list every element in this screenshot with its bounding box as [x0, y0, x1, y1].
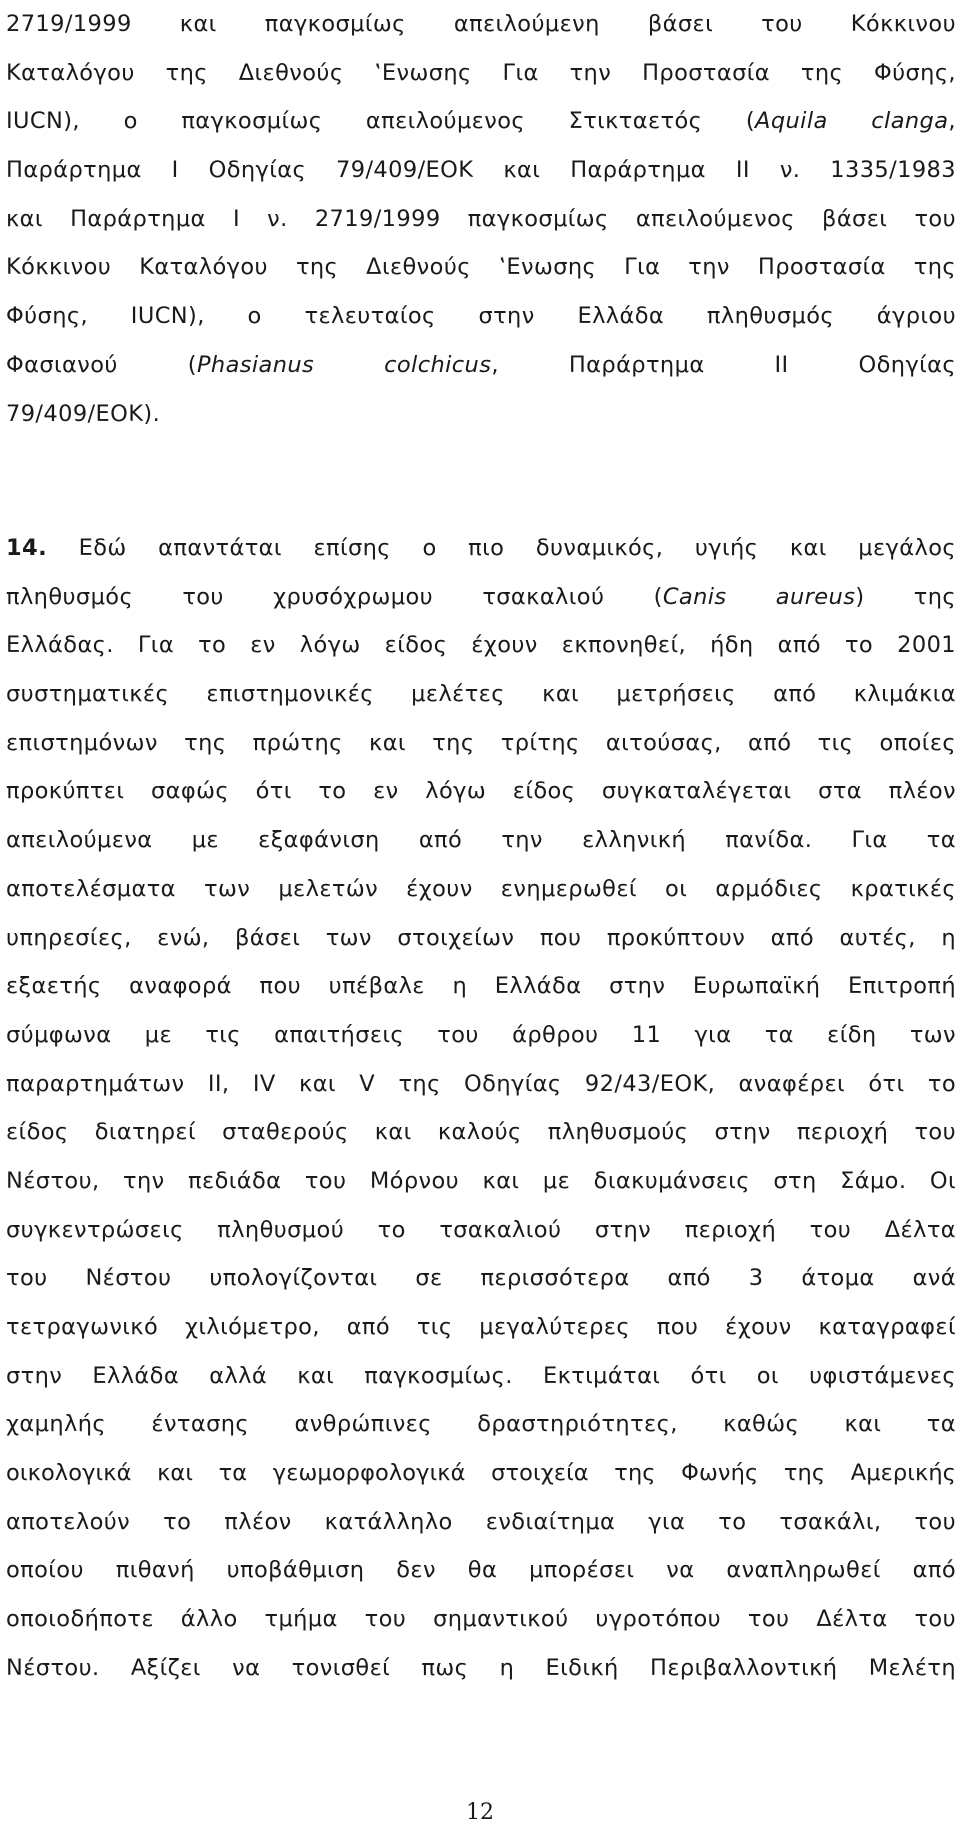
line-text: του Νέστου υπολογίζονται σε περισσότερα από 3 άτομα ανά [6, 1265, 956, 1292]
line-text: είδος διατηρεί σταθερούς και καλούς πληθυσμούς στην περιοχή του [6, 1119, 956, 1146]
text-line [6, 573, 956, 622]
line-text: 2719/1999 και παγκοσμίως απειλούμενη βάσει του Κόκκινου [6, 11, 956, 37]
text-line [6, 524, 956, 573]
page-number: 12 [466, 1800, 494, 1825]
line-text: σύμφωνα με τις απαιτήσεις του άρθρου 11 για τα είδη των [6, 1021, 956, 1048]
line-text: οικολογικά και τα γεωμορφολογικά στοιχεία της Φωνής της Αμερικής [6, 1460, 956, 1487]
text-line [6, 1157, 956, 1206]
text-line [6, 1303, 956, 1352]
line-text: IUCN), ο παγκοσμίως απειλούμενος Στικταετός ( [6, 108, 756, 135]
paragraph-14 [6, 524, 956, 1693]
text-line [6, 146, 956, 195]
text-line [6, 390, 956, 439]
text-line [6, 914, 956, 963]
line-text: Κόκκινου Καταλόγου της Διεθνούς ‛Ενωσης Για την Προστασία της [6, 254, 956, 281]
text-line [6, 195, 956, 244]
line-text: απειλούμενα με εξαφάνιση από την ελληνική πανίδα. Για τα [6, 827, 956, 854]
text-line [6, 1449, 956, 1498]
text-line [6, 292, 956, 341]
text-line [6, 1352, 956, 1401]
text-line [6, 243, 956, 292]
line-text: πληθυσμός του χρυσόχρωμου τσακαλιού ( [6, 583, 663, 610]
line-text: στην Ελλάδα αλλά και παγκοσμίως. Εκτιμάται ότι οι υφιστάμενες [6, 1362, 956, 1389]
line-text: , Παράρτημα II Οδηγίας [491, 351, 957, 378]
line-text: οποιοδήποτε άλλο τμήμα του σημαντικού υγροτόπου του Δέλτα του [6, 1606, 956, 1633]
text-line [6, 1254, 956, 1303]
text-line [6, 719, 956, 768]
text-line [6, 865, 956, 914]
text-line [6, 1060, 956, 1109]
line-text: ) της [855, 583, 956, 610]
paragraph-number: 14. [6, 535, 48, 561]
text-line [6, 49, 956, 98]
text-line [6, 962, 956, 1011]
line-text: αποτελούν το πλέον κατάλληλο ενδιαίτημα για το τσακάλι, του [6, 1508, 956, 1535]
line-text: Νέστου. Αξίζει να τονισθεί πως η Ειδική Περιβαλλοντική Μελέτη [6, 1654, 956, 1681]
text-line [6, 0, 956, 49]
text-line [6, 621, 956, 670]
text-line [6, 1546, 956, 1595]
text-line [6, 1011, 956, 1060]
line-text: συστηματικές επιστημονικές μελέτες και μετρήσεις από κλιμάκια [6, 681, 956, 708]
text-line [6, 1595, 956, 1644]
line-text: υπηρεσίες, ενώ, βάσει των στοιχείων που προκύπτουν από αυτές, η [6, 924, 956, 951]
text-line [6, 816, 956, 865]
line-text: χαμηλής έντασης ανθρώπινες δραστηριότητες, καθώς και τα [6, 1411, 956, 1438]
line-text: επιστημόνων της πρώτης και της τρίτης αιτούσας, από τις οποίες [6, 729, 956, 756]
line-text: Νέστου, την πεδιάδα του Μόρνου και με διακυμάνσεις στη Σάμο. Οι [6, 1167, 956, 1194]
line-text: Παράρτημα I Οδηγίας 79/409/ΕΟΚ και Παράρτημα II ν. 1335/1983 [6, 157, 956, 184]
line-text: οποίου πιθανή υποβάθμιση δεν θα μπορέσει να αναπληρωθεί από [6, 1557, 956, 1584]
text-line [6, 1206, 956, 1255]
text-line [6, 341, 956, 390]
species-name-italic: Canis aureus [662, 583, 856, 610]
line-text: και Παράρτημα I ν. 2719/1999 παγκοσμίως απειλούμενος βάσει του [6, 205, 956, 232]
line-text: Φύσης, IUCN), ο τελευταίος στην Ελλάδα πληθυσμός άγριου [6, 303, 956, 330]
line-text: Φασιανού ( [6, 351, 197, 378]
line-text: τετραγωνικό χιλιόμετρο, από τις μεγαλύτερες που έχουν καταγραφεί [6, 1314, 956, 1340]
line-text: συγκεντρώσεις πληθυσμού το τσακαλιού στην περιοχή του Δέλτα [6, 1216, 956, 1243]
line-text: εξαετής αναφορά που υπέβαλε η Ελλάδα στην Ευρωπαϊκή Επιτροπή [6, 973, 956, 1000]
text-line [6, 670, 956, 719]
species-name-italic: Aquila clanga [755, 108, 949, 135]
text-line [6, 1400, 956, 1449]
line-text: αποτελέσματα των μελετών έχουν ενημερωθεί οι αρμόδιες κρατικές [6, 875, 956, 902]
paragraph-continuation [6, 0, 956, 438]
text-line [6, 1108, 956, 1157]
line-text: Εδώ απαντάται επίσης ο πιο δυναμικός, υγιής και μεγάλος [47, 535, 956, 561]
line-text: Ελλάδας. Για το εν λόγω είδος έχουν εκπονηθεί, ήδη από το 2001 [6, 632, 956, 659]
text-line [6, 1498, 956, 1547]
text-line [6, 1644, 956, 1693]
species-name-italic: Phasianus colchicus [196, 351, 492, 378]
text-line [6, 767, 956, 816]
line-text: 79/409/ΕΟΚ). [6, 400, 161, 427]
line-text: Καταλόγου της Διεθνούς ‛Ενωσης Για την Προστασία της Φύσης, [6, 59, 956, 86]
text-line [6, 97, 956, 146]
line-text: προκύπτει σαφώς ότι το εν λόγω είδος συγκαταλέγεται στα πλέον [6, 778, 956, 805]
line-text: , [948, 108, 956, 135]
line-text: παραρτημάτων II, IV και V της Οδηγίας 92/43/ΕΟΚ, αναφέρει ότι το [6, 1070, 956, 1097]
